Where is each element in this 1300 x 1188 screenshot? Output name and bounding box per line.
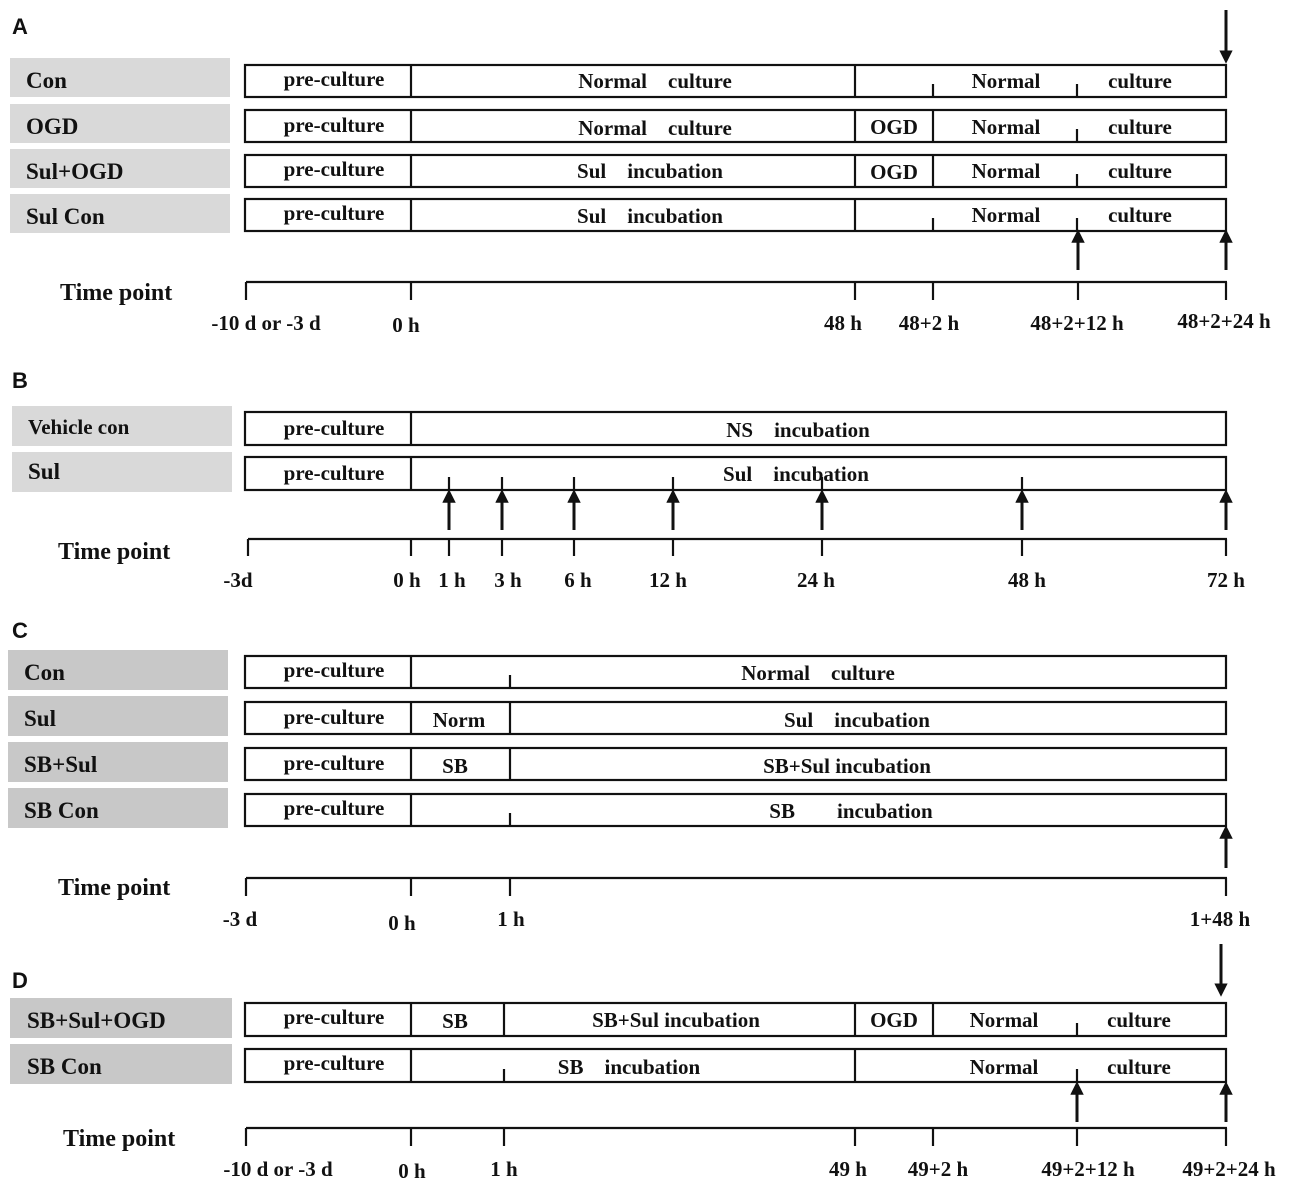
segment-label: pre-culture: [283, 705, 385, 729]
axis-title: Time point: [58, 875, 171, 901]
segment-label: Normal culture: [741, 661, 895, 685]
segment-label: culture: [1107, 1008, 1171, 1032]
timeline-bar: [245, 110, 1226, 142]
tick-label: 1+48 h: [1189, 907, 1251, 931]
segment-label: Normal culture: [578, 69, 732, 93]
axis-title: Time point: [60, 280, 173, 306]
segment-label: OGD: [870, 115, 918, 139]
segment-label: pre-culture: [283, 1005, 385, 1029]
segment-label: pre-culture: [283, 751, 385, 775]
segment-label: Normal: [971, 203, 1041, 227]
segment-label: pre-culture: [283, 201, 385, 225]
segment-label: SB: [442, 1009, 468, 1033]
timeline-bar: [245, 1049, 1226, 1082]
group-label: SB+Sul+OGD: [27, 1008, 166, 1033]
segment-label: Normal culture: [578, 116, 732, 140]
segment-label: pre-culture: [283, 67, 385, 91]
panel-c: [8, 618, 1251, 935]
tick-label: 48 h: [824, 311, 862, 335]
timeline-bar: [245, 702, 1226, 734]
timeline-bar: [245, 656, 1226, 688]
tick-label: 72 h: [1207, 568, 1245, 592]
group-label: Sul: [28, 459, 60, 484]
tick-label: 0 h: [393, 568, 421, 592]
tick-label: 12 h: [649, 568, 687, 592]
tick-label: -3 d: [222, 907, 258, 931]
group-label: Sul+OGD: [26, 159, 124, 184]
group-label: Sul: [24, 706, 56, 731]
segment-label: culture: [1108, 203, 1172, 227]
segment-label: Sul incubation: [723, 462, 869, 486]
segment-label: SB+Sul incubation: [763, 754, 931, 778]
panel-letter: D: [12, 968, 28, 993]
timeline-bar: [245, 794, 1226, 826]
panel-letter: A: [12, 14, 28, 39]
segment-label: Normal: [969, 1008, 1039, 1032]
group-label: Con: [24, 660, 65, 685]
panel-a: [10, 10, 1271, 337]
tick-label: 48 h: [1008, 568, 1046, 592]
segment-label: culture: [1108, 69, 1172, 93]
segment-label: Normal: [971, 115, 1041, 139]
group-label: OGD: [26, 114, 79, 139]
panel-letter: C: [12, 618, 28, 643]
tick-label: 48+2+12 h: [1030, 311, 1124, 335]
segment-label: Norm: [432, 708, 486, 732]
timeline-bar: [245, 65, 1226, 97]
segment-label: Sul incubation: [577, 204, 723, 228]
segment-label: pre-culture: [283, 658, 385, 682]
segment-label: OGD: [870, 160, 918, 184]
tick-label: 49+2+24 h: [1182, 1157, 1276, 1181]
tick-label: 49 h: [829, 1157, 867, 1181]
tick-label: 48+2 h: [898, 311, 960, 335]
segment-label: SB incubation: [769, 799, 933, 823]
segment-label: SB incubation: [557, 1055, 701, 1079]
segment-label: pre-culture: [283, 416, 385, 440]
segment-label: Normal: [971, 69, 1041, 93]
tick-label: 49+2+12 h: [1041, 1157, 1135, 1181]
tick-label: 1 h: [438, 568, 466, 592]
group-label: SB+Sul: [24, 752, 98, 777]
tick-label: 6 h: [564, 568, 592, 592]
tick-label: 0 h: [392, 313, 420, 337]
group-label: Con: [26, 68, 67, 93]
timeline-bar: [245, 199, 1226, 231]
timeline-bar: [245, 155, 1226, 187]
tick-label: 24 h: [797, 568, 835, 592]
segment-label: Normal: [969, 1055, 1039, 1079]
segment-label: culture: [1107, 1055, 1171, 1079]
tick-label: -10 d or -3 d: [223, 1157, 333, 1181]
segment-label: pre-culture: [283, 1051, 385, 1075]
tick-label: 3 h: [494, 568, 522, 592]
tick-label: 1 h: [497, 907, 525, 931]
group-label: SB Con: [27, 1054, 102, 1079]
segment-label: Sul incubation: [577, 159, 723, 183]
segment-label: culture: [1108, 115, 1172, 139]
tick-label: 1 h: [490, 1157, 518, 1181]
segment-label: SB: [442, 754, 468, 778]
tick-label: -10 d or -3 d: [211, 311, 321, 335]
segment-label: pre-culture: [283, 157, 385, 181]
segment-label: pre-culture: [283, 113, 385, 137]
group-label: SB Con: [24, 798, 99, 823]
panel-letter: B: [12, 368, 28, 393]
tick-label: -3d: [223, 568, 253, 592]
segment-label: Normal: [971, 159, 1041, 183]
segment-label: OGD: [870, 1008, 918, 1032]
segment-label: culture: [1108, 159, 1172, 183]
axis-title: Time point: [58, 539, 171, 565]
segment-label: pre-culture: [283, 461, 385, 485]
segment-label: pre-culture: [283, 796, 385, 820]
segment-label: SB+Sul incubation: [592, 1008, 760, 1032]
tick-label: 0 h: [398, 1159, 426, 1183]
axis-title: Time point: [63, 1126, 176, 1152]
group-label: Sul Con: [26, 204, 105, 229]
segment-label: Sul incubation: [784, 708, 930, 732]
group-label: Vehicle con: [28, 415, 130, 439]
tick-label: 49+2 h: [907, 1157, 969, 1181]
panel-b: [12, 368, 1245, 592]
timeline-bar: [245, 748, 1226, 780]
tick-label: 48+2+24 h: [1177, 309, 1271, 333]
segment-label: NS incubation: [726, 418, 870, 442]
tick-label: 0 h: [388, 911, 416, 935]
panel-d: [10, 944, 1276, 1183]
